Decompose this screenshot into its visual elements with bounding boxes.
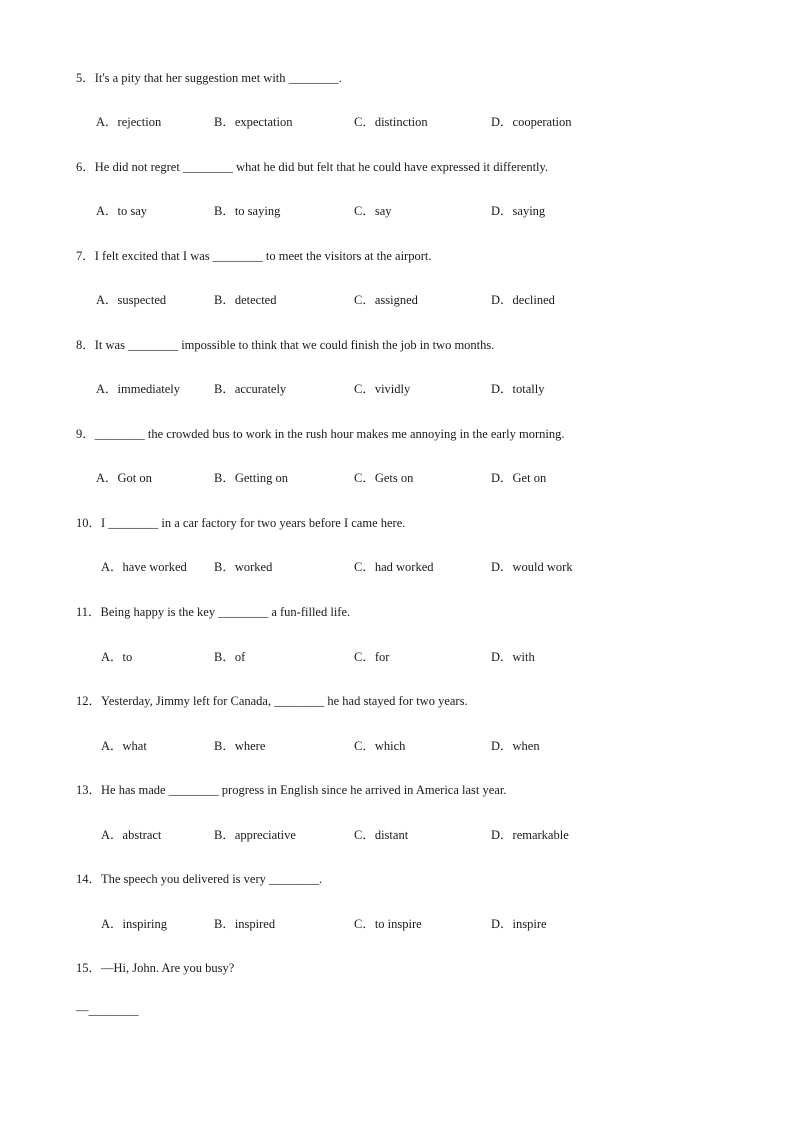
option-c[interactable]: C．vividly xyxy=(354,382,411,396)
option-c[interactable]: C．distant xyxy=(354,828,409,842)
question-15-answer-line[interactable]: —________ xyxy=(76,1003,139,1017)
option-d[interactable]: D．saying xyxy=(491,204,546,218)
question-7-options xyxy=(0,290,794,306)
option-b[interactable]: B．worked xyxy=(214,560,273,574)
question-10-options xyxy=(0,557,794,573)
question-14-options xyxy=(0,914,794,930)
option-b[interactable]: B．Getting on xyxy=(214,471,288,485)
option-c[interactable]: C．say xyxy=(354,204,392,218)
option-d[interactable]: D．cooperation xyxy=(491,115,572,129)
question-6-stem: 6．He did not regret ________ what he did but felt that he could have expressed it differently. xyxy=(76,160,549,174)
question-12-stem: 12．Yesterday, Jimmy left for Canada, ________ he had stayed for two years. xyxy=(76,694,468,708)
question-10-stem: 10．I ________ in a car factory for two years before I came here. xyxy=(76,516,406,530)
question-6-options xyxy=(0,201,794,217)
option-d[interactable]: D．would work xyxy=(491,560,573,574)
option-b[interactable]: B．detected xyxy=(214,293,277,307)
question-9-stem: 9．________ the crowded bus to work in the rush hour makes me annoying in the early morning. xyxy=(76,427,565,441)
option-a[interactable]: A．immediately xyxy=(96,382,181,396)
question-7-stem: 7．I felt excited that I was ________ to meet the visitors at the airport. xyxy=(76,249,432,263)
option-c[interactable]: C．for xyxy=(354,650,390,664)
option-d[interactable]: D．declined xyxy=(491,293,555,307)
option-d[interactable]: D．remarkable xyxy=(491,828,569,842)
option-b[interactable]: B．inspired xyxy=(214,917,276,931)
option-b[interactable]: B．expectation xyxy=(214,115,293,129)
option-c[interactable]: C．to inspire xyxy=(354,917,422,931)
option-a[interactable]: A．what xyxy=(101,739,147,753)
option-b[interactable]: B．of xyxy=(214,650,246,664)
question-12-options xyxy=(0,736,794,752)
option-c[interactable]: C．distinction xyxy=(354,115,428,129)
option-a[interactable]: A．rejection xyxy=(96,115,162,129)
option-c[interactable]: C．assigned xyxy=(354,293,418,307)
question-15-stem: 15．—Hi, John. Are you busy? xyxy=(76,961,235,975)
question-9-options xyxy=(0,468,794,484)
option-b[interactable]: B．accurately xyxy=(214,382,287,396)
question-8-stem: 8．It was ________ impossible to think that we could finish the job in two months. xyxy=(76,338,495,352)
question-8-options xyxy=(0,379,794,395)
option-b[interactable]: B．to saying xyxy=(214,204,281,218)
option-b[interactable]: B．where xyxy=(214,739,266,753)
option-a[interactable]: A．to say xyxy=(96,204,148,218)
question-13-stem: 13．He has made ________ progress in English since he arrived in America last year. xyxy=(76,783,507,797)
option-d[interactable]: D．with xyxy=(491,650,535,664)
option-c[interactable]: C．had worked xyxy=(354,560,434,574)
option-a[interactable]: A．suspected xyxy=(96,293,167,307)
option-d[interactable]: D．when xyxy=(491,739,540,753)
option-a[interactable]: A．have worked xyxy=(101,560,187,574)
option-a[interactable]: A．inspiring xyxy=(101,917,167,931)
question-11-stem: 11．Being happy is the key ________ a fun-filled life. xyxy=(76,605,351,619)
question-11-options xyxy=(0,647,794,663)
question-14-stem: 14．The speech you delivered is very ________. xyxy=(76,872,323,886)
question-5-options xyxy=(0,112,794,128)
option-d[interactable]: D．Get on xyxy=(491,471,547,485)
option-b[interactable]: B．appreciative xyxy=(214,828,296,842)
option-a[interactable]: A．to xyxy=(101,650,133,664)
question-5-stem: 5．It's a pity that her suggestion met with ________. xyxy=(76,71,342,85)
option-d[interactable]: D．inspire xyxy=(491,917,547,931)
option-d[interactable]: D．totally xyxy=(491,382,545,396)
option-a[interactable]: A．abstract xyxy=(101,828,162,842)
question-13-options xyxy=(0,825,794,841)
option-a[interactable]: A．Got on xyxy=(96,471,152,485)
option-c[interactable]: C．Gets on xyxy=(354,471,414,485)
option-c[interactable]: C．which xyxy=(354,739,406,753)
